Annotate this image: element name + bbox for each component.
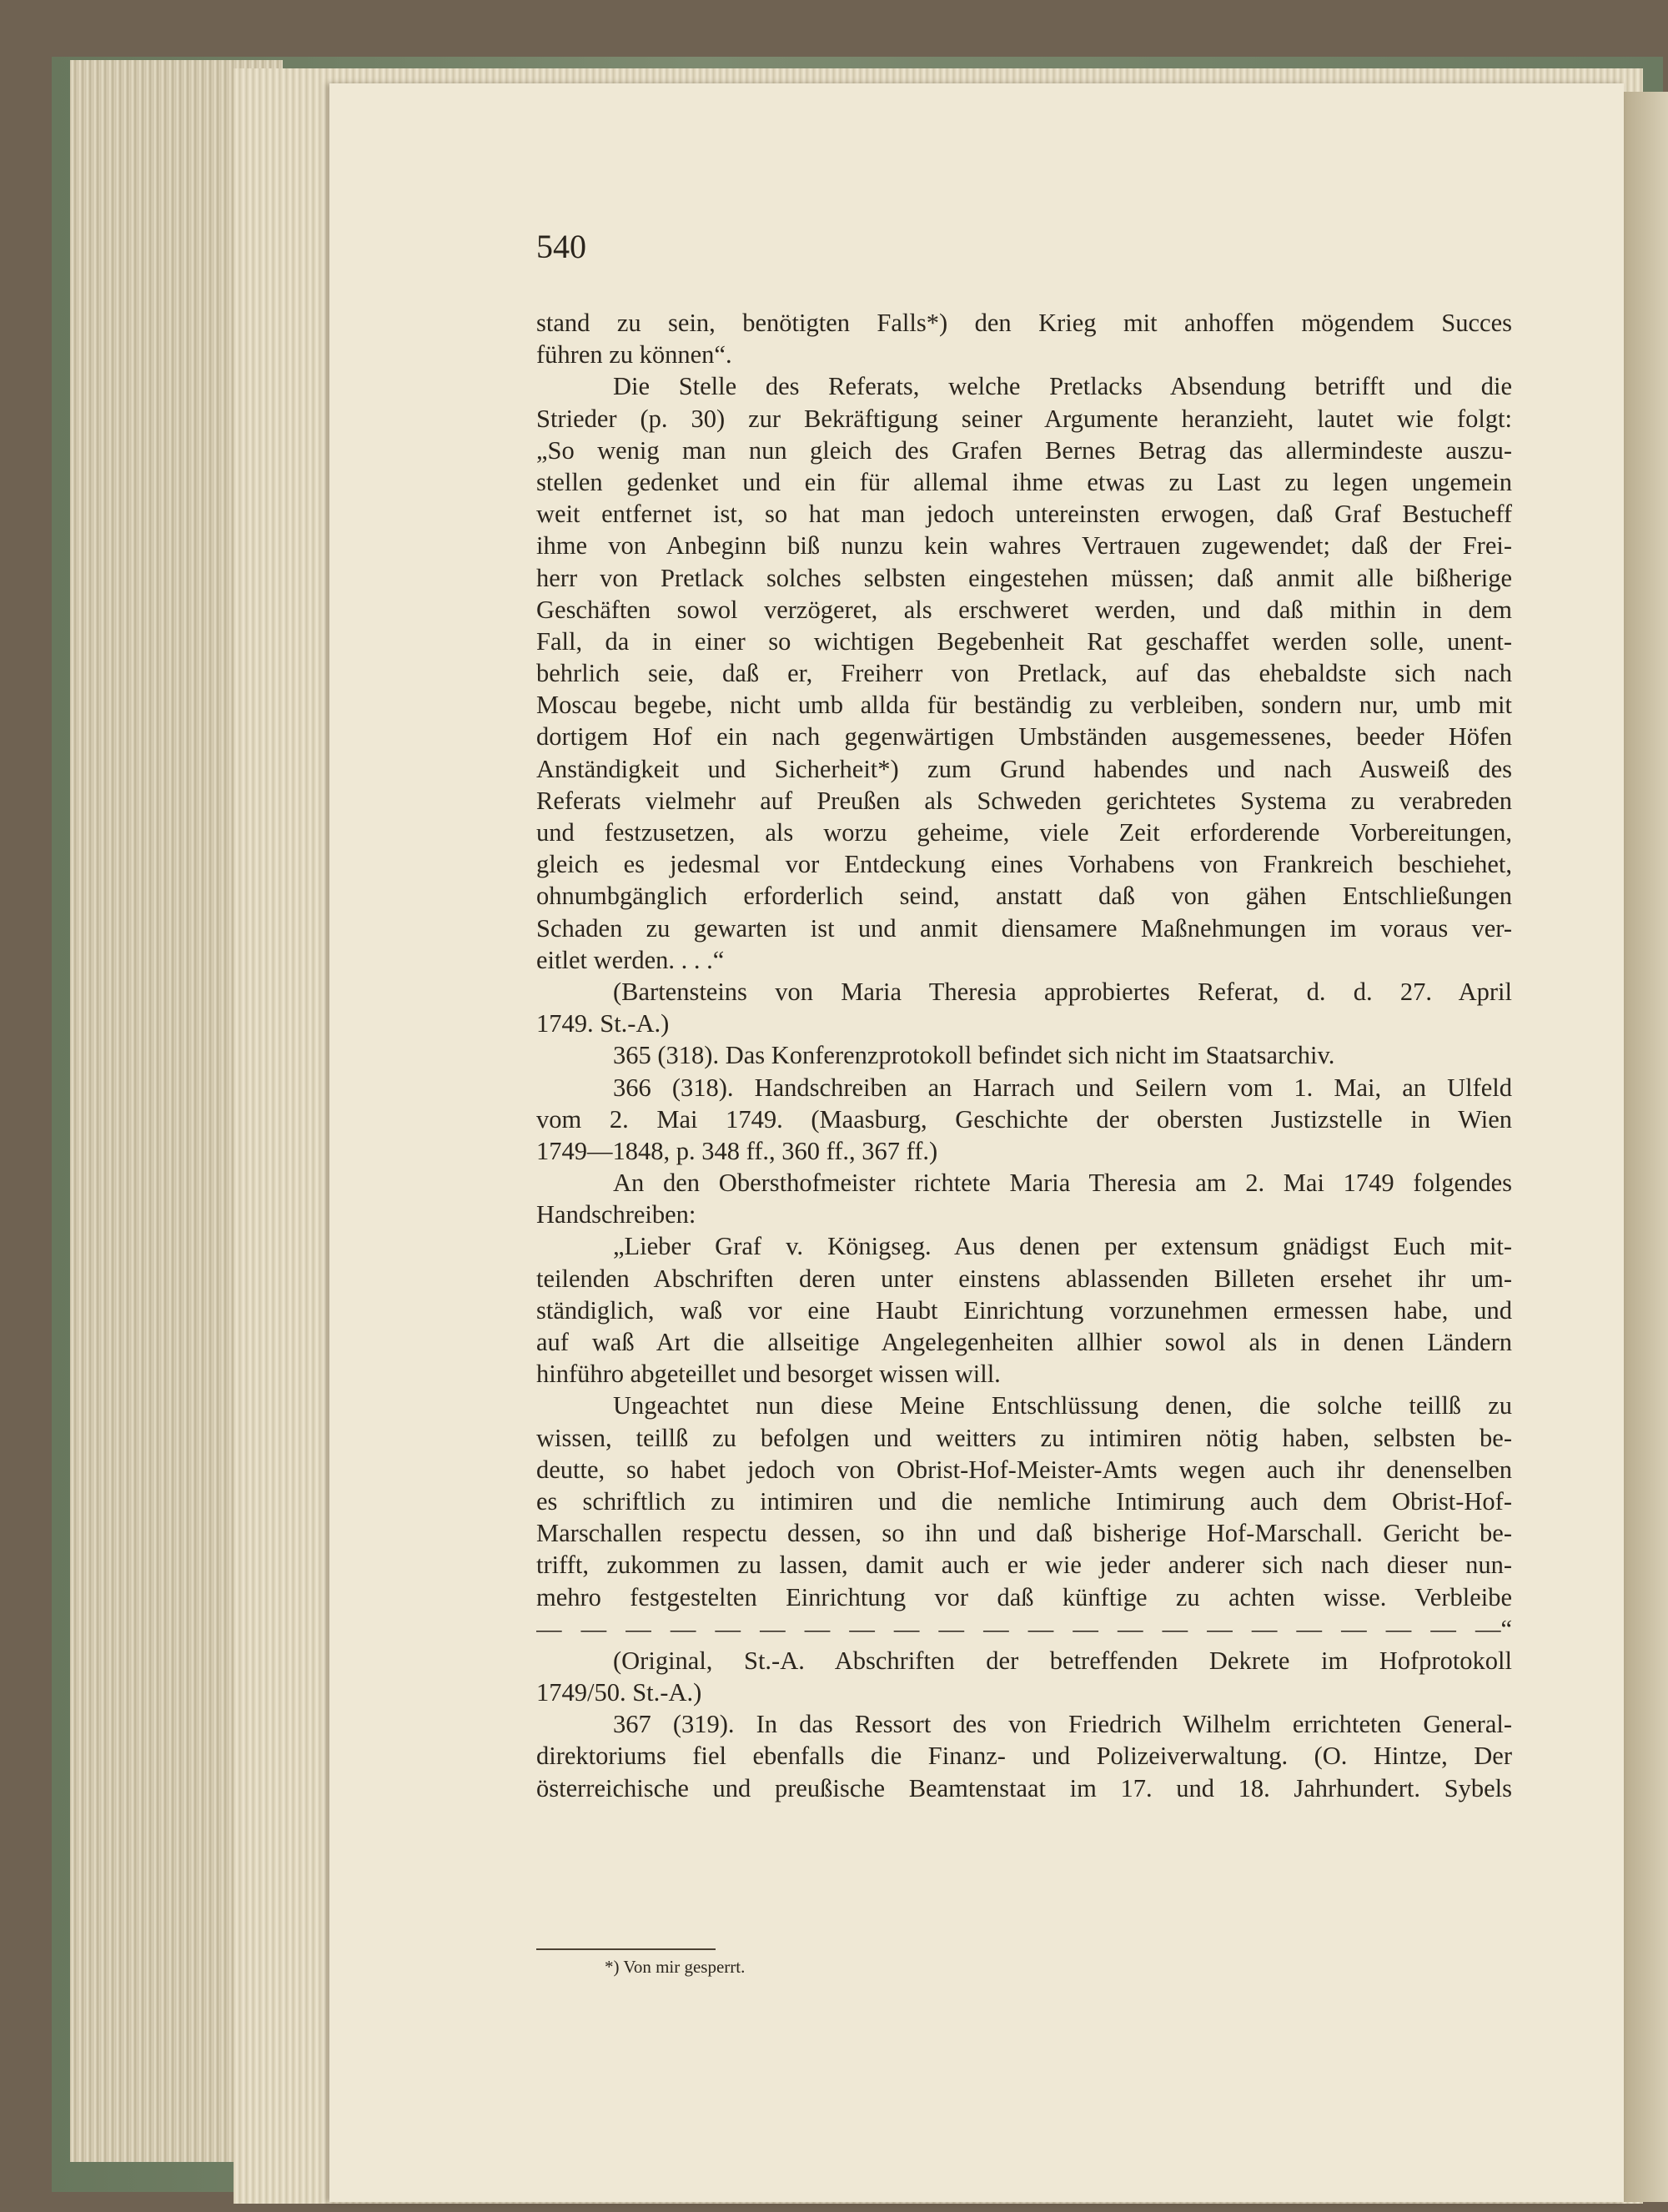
text-line: österreichische und preußische Beamtenstaat im 17. und 18. Jahrhundert. Sybels — [536, 1773, 1512, 1802]
text-line: 1749. St.-A.) — [536, 1009, 670, 1038]
text-line: es schriftlich zu intimiren und die nemliche Intimirung auch dem Obrist-Hof- — [536, 1486, 1512, 1516]
text-line: ohnumbgänglich erforderlich seind, anstatt daß von gähen Entschließungen — [536, 882, 1512, 911]
text-line: 365 (318). Das Konferenzprotokoll befindet sich nicht im Staatsarchiv. — [613, 1041, 1335, 1070]
text-line: Referats vielmehr auf Preußen als Schweden gerichtetes Systema zu verabreden — [536, 786, 1512, 815]
footnote-rule — [536, 1948, 716, 1950]
text-line: vom 2. Mai 1749. (Maasburg, Geschichte der obersten Justizstelle in Wien — [536, 1104, 1512, 1134]
text-line: An den Obersthofmeister richtete Maria Theresia am 2. Mai 1749 folgendes — [613, 1169, 1512, 1198]
text-line: hinführo abgeteillet und besorget wissen will. — [536, 1360, 1001, 1389]
text-line: ihme von Anbeginn biß nunzu kein wahres Vertrauen zugewendet; daß der Frei- — [536, 531, 1512, 561]
text-line: trifft, zukommen zu lassen, damit auch er wie jeder anderer sich nach dieser nun- — [536, 1551, 1512, 1580]
text-line: ständiglich, waß vor eine Haubt Einrichtung vorzunehmen ermessen habe, und — [536, 1295, 1512, 1325]
text-line: stand zu sein, benötigten Falls*) den Krieg mit anhoffen mögendem Succes — [536, 309, 1512, 337]
text-line: Geschäften sowol verzögeret, als erschweret werden, und daß mithin in dem — [536, 595, 1512, 624]
body-text — [536, 307, 1512, 1804]
text-line: — — — — — — — — — — — — — — — — — — — — — —“ — [536, 1614, 1512, 1643]
text-line: Die Stelle des Referats, welche Pretlacks Absendung betrifft und die — [613, 372, 1512, 401]
text-line: Anständigkeit und Sicherheit*) zum Grund habendes und nach Ausweiß des — [536, 754, 1512, 783]
book-page — [329, 83, 1624, 2202]
text-line: teilenden Abschriften deren unter einstens ablassenden Billeten ersehet ihr um- — [536, 1264, 1512, 1293]
text-line: (Original, St.-A. Abschriften der betreffenden Dekrete im Hofprotokoll — [613, 1646, 1512, 1675]
text-line: Ungeachtet nun diese Meine Entschlüssung denen, die solche teillß zu — [613, 1391, 1512, 1420]
right-page-edge — [1624, 92, 1668, 2202]
text-line: „So wenig man nun gleich des Grafen Bernes Betrag das allermindeste auszu- — [536, 435, 1512, 465]
text-line: herr von Pretlack solches selbsten eingestehen müssen; daß anmit alle bißherige — [536, 563, 1512, 592]
footnote: *) Von mir gesperrt. — [605, 1957, 746, 1977]
text-line: Fall, da in einer so wichtigen Begebenheit Rat geschaffet werden solle, unent- — [536, 626, 1512, 656]
text-line: stellen gedenket und ein für allemal ihme etwas zu Last zu legen ungemein — [536, 467, 1512, 496]
text-line: 1749—1848, p. 348 ff., 360 ff., 367 ff.) — [536, 1136, 938, 1165]
text-line: Marschallen respectu dessen, so ihn und daß bisherige Hof-Marschall. Gericht be- — [536, 1519, 1512, 1548]
text-line: Schaden zu gewarten ist und anmit diensamere Maßnehmungen im voraus ver- — [536, 913, 1512, 943]
text-line: auf waß Art die allseitige Angelegenheiten allhier sowol als in denen Ländern — [536, 1328, 1512, 1356]
text-line: 366 (318). Handschreiben an Harrach und Seilern vom 1. Mai, an Ulfeld — [613, 1073, 1512, 1102]
text-line: dortigem Hof ein nach gegenwärtigen Umbständen ausgemessenes, beeder Höfen — [536, 722, 1512, 752]
text-line: behrlich seie, daß er, Freiherr von Pretlack, auf das ehebaldste sich nach — [536, 659, 1512, 688]
text-line: und festzusetzen, als worzu geheime, viele Zeit erforderende Vorbereitungen, — [536, 818, 1512, 847]
text-line: gleich es jedesmal vor Entdeckung eines Vorhabens von Frankreich beschiehet, — [536, 850, 1512, 879]
text-line: eitlet werden. . . .“ — [536, 945, 725, 974]
text-line: „Lieber Graf v. Königseg. Aus denen per extensum gnädigst Euch mit- — [613, 1232, 1512, 1261]
text-line: deutte, so habet jedoch von Obrist-Hof-Meister-Amts wegen auch ihr denenselben — [536, 1455, 1512, 1484]
text-line: Strieder (p. 30) zur Bekräftigung seiner Argumente heranzieht, lautet wie folgt: — [536, 404, 1512, 433]
text-line: weit entfernet ist, so hat man jedoch untereinsten erwogen, daß Graf Bestucheff — [536, 500, 1512, 529]
text-line: 1749/50. St.-A.) — [536, 1678, 702, 1707]
text-line: (Bartensteins von Maria Theresia approbiertes Referat, d. d. 27. April — [613, 977, 1512, 1006]
text-line: mehro festgestelten Einrichtung vor daß künftige zu achten wisse. Verbleibe — [536, 1582, 1512, 1611]
text-line: direktoriums fiel ebenfalls die Finanz- und Polizeiverwaltung. (O. Hintze, Der — [536, 1742, 1512, 1771]
text-line: Moscau begebe, nicht umb allda für beständig zu verbleiben, sondern nur, umb mit — [536, 691, 1512, 720]
page-number: 540 — [536, 228, 586, 265]
text-line: 367 (319). In das Ressort des von Friedrich Wilhelm errichteten General- — [613, 1710, 1512, 1739]
text-line: Handschreiben: — [536, 1200, 696, 1229]
text-line: führen zu können“. — [536, 340, 732, 370]
text-line: wissen, teillß zu befolgen und weitters zu intimiren nötig haben, selbsten be- — [536, 1423, 1512, 1452]
